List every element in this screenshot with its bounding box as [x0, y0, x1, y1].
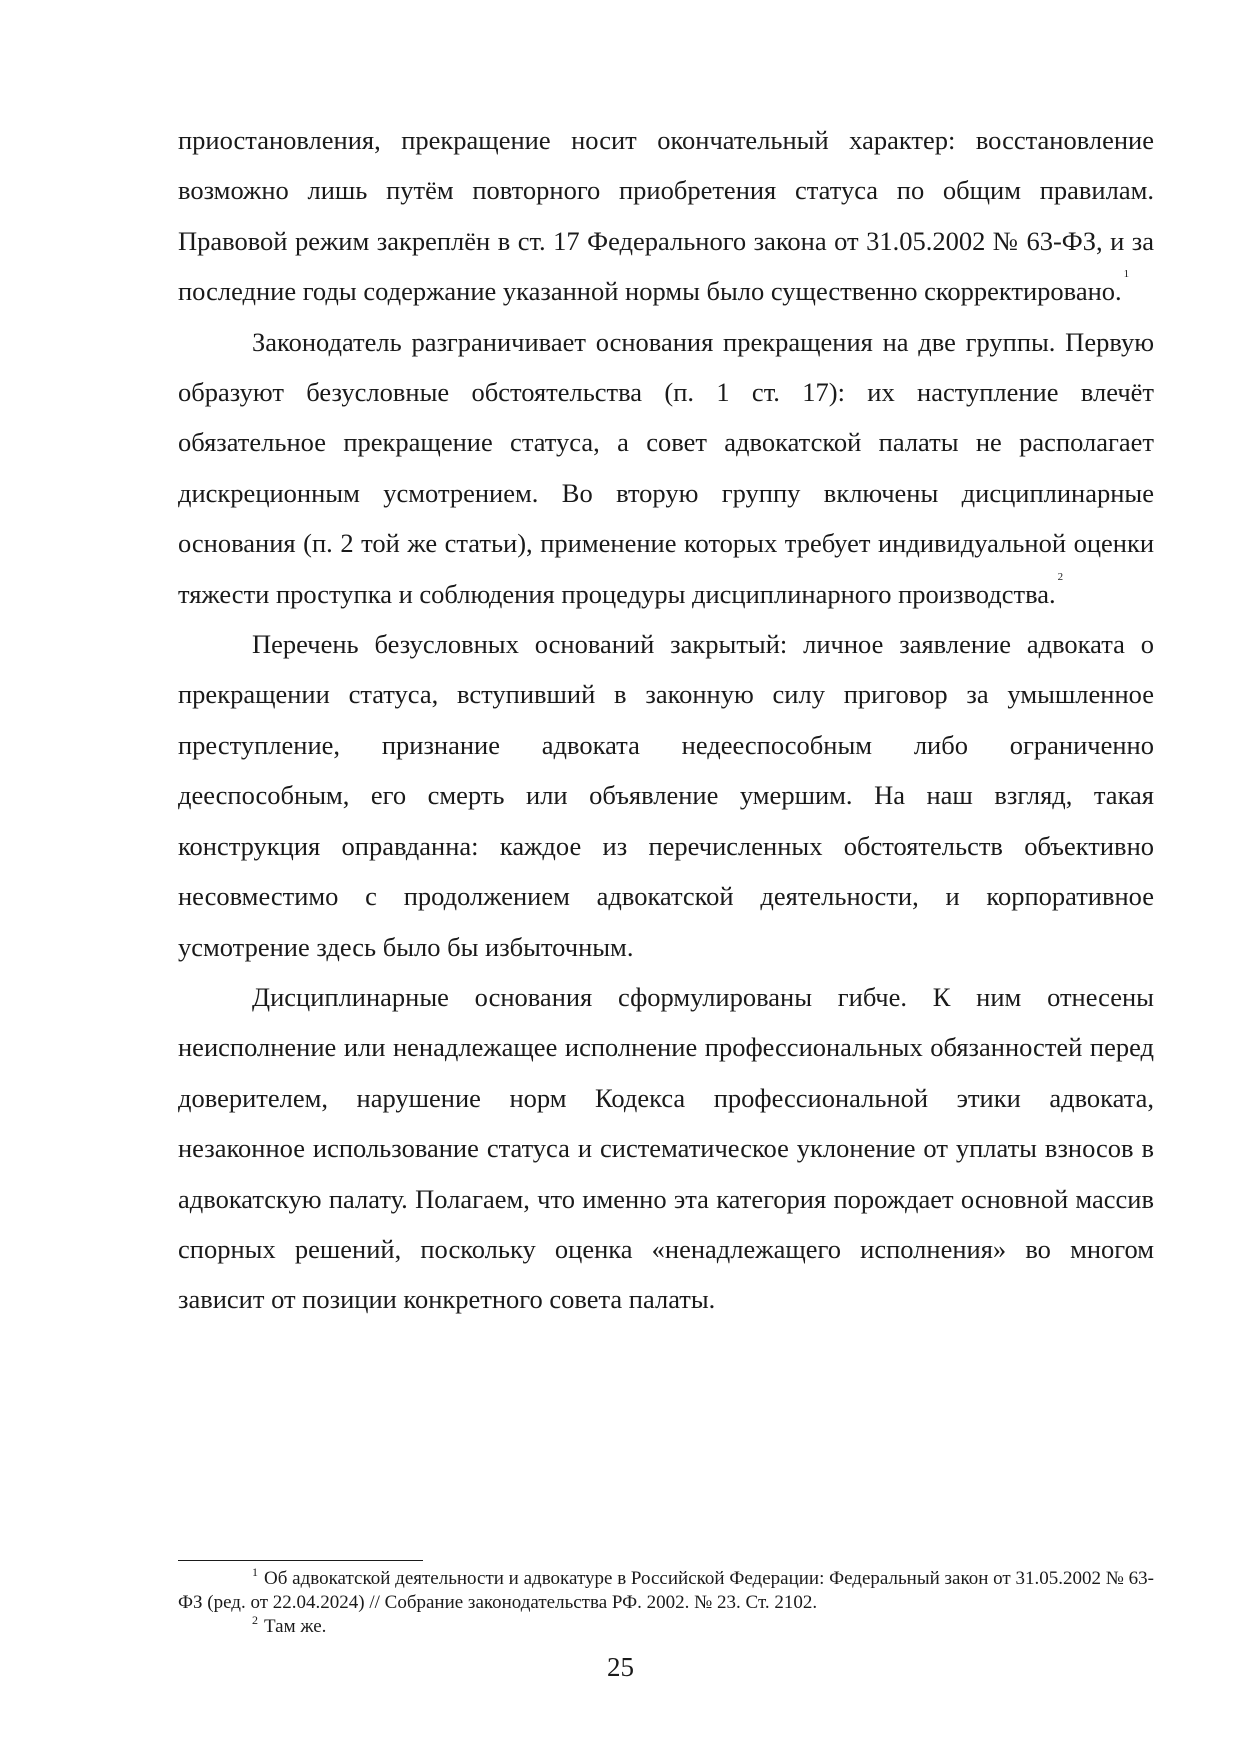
footnote-number: 1 [252, 1565, 258, 1579]
paragraph-continuation [178, 115, 1154, 317]
footnote [178, 1567, 1154, 1615]
footnotes [178, 1567, 1154, 1639]
paragraph-text: Законодатель разграничивает основания прекращения на две группы. Первую образуют безусловные обстоятельства (п. 1 ст. 17): их наступление влечёт обязательное прекращение статуса, а совет адвокатской палаты не располагает дискреционным усмотрением. Во вторую группу включены дисциплинарные основания (п. 2 той же статьи), применение которых требует индивидуальной оценки тяжести проступка и соблюдения процедуры дисциплинарного производства. [178, 326, 1154, 609]
page-number: 25 [607, 1652, 634, 1682]
footnote-separator [178, 1560, 423, 1561]
paragraph-text: Дисциплинарные основания сформулированы гибче. К ним отнесены неисполнение или ненадлежащее исполнение профессиональных обязанностей перед доверителем, нарушение норм Кодекса профессиональной этики адвоката, незаконное использование статуса и систематическое уклонение от уплаты взносов в адвокатскую палату. Полагаем, что именно эта категория порождает основной массив спорных решений, поскольку оценка «ненадлежащего исполнения» во многом зависит от позиции конкретного совета палаты. [178, 981, 1154, 1315]
paragraph [178, 317, 1154, 619]
paragraph-text: приостановления, прекращение носит окончательный характер: восстановление возможно лишь путём повторного приобретения статуса по общим правилам. Правовой режим закреплён в ст. 17 Федерального закона от 31.05.2002 № 63-ФЗ, и за последние годы содержание указанной нормы было существенно скорректировано. [178, 125, 1154, 307]
footnote [178, 1615, 1154, 1639]
paragraph [178, 619, 1154, 972]
footnote-text: Там же. [264, 1616, 327, 1637]
body-text [178, 115, 1154, 1325]
footnote-text: Об адвокатской деятельности и адвокатуре в Российской Федерации: Федеральный закон от 31.05.2002 № 63-ФЗ (ред. от 22.04.2024) // Собрание законодательства РФ. 2002. № 23. Ст. 2102. [178, 1568, 1154, 1613]
footnote-reference[interactable]: 2 [1057, 570, 1064, 583]
footnote-reference[interactable]: 1 [1123, 268, 1130, 281]
paragraph [178, 972, 1154, 1325]
footnote-number: 2 [252, 1613, 258, 1627]
paragraph-text: Перечень безусловных оснований закрытый: личное заявление адвоката о прекращении статуса, вступивший в законную силу приговор за умышленное преступление, признание адвоката недееспособным либо ограниченно дееспособным, его смерть или объявление умершим. На наш взгляд, такая конструкция оправданна: каждое из перечисленных обстоятельств объективно несовместимо с продолжением адвокатской деятельности, и корпоративное усмотрение здесь было бы избыточным. [178, 629, 1154, 962]
